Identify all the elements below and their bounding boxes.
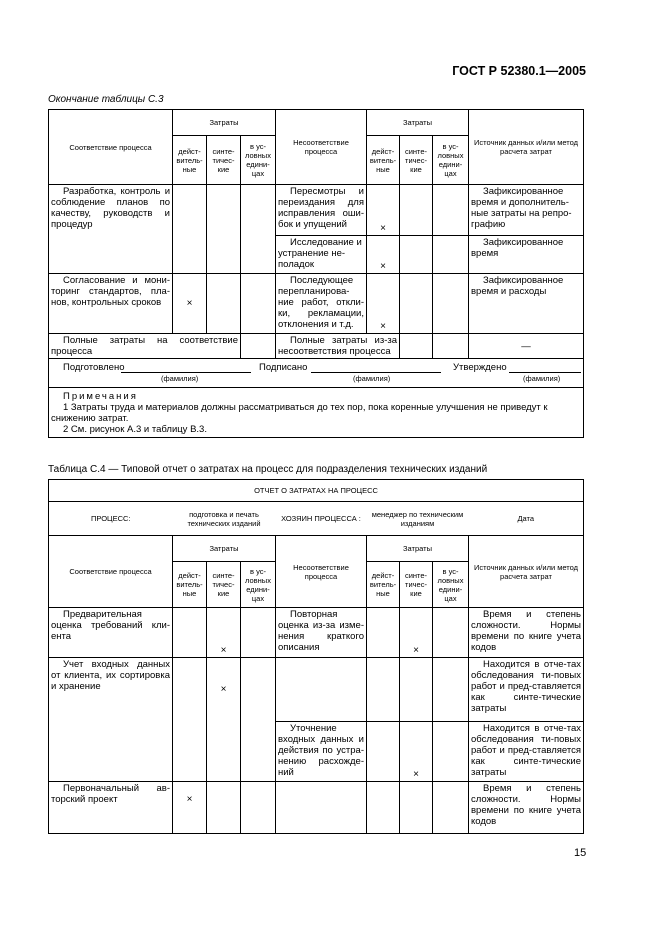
table-row-conf: Разработка, контроль и соблюдение планов по качеству, руководств и процедур [49,185,173,274]
col-source-header: Источник данных и/или метод расчета затрат [469,110,584,185]
col-nonconformance-header: Несоответствие процесса [276,536,367,608]
table-row-source: Время и степень сложности. Нормы времени по книге учета кодов [469,608,584,658]
table-row-source: Время и степень сложности. Нормы времени по книге учета кодов [469,782,584,834]
table-c3-caption: Окончание таблицы С.3 [48,94,164,105]
report-title: ОТЧЕТ О ЗАТРАТАХ НА ПРОЦЕСС [49,480,584,502]
table-row-source: Находится в отче-тах обследования ти-повых работ и пред-ставляется как синте-тические затраты [469,722,584,782]
note-2: 2 См. рисунок А.3 и таблицу В.3. [63,424,207,435]
col-conformance-header: Соответствие процесса [49,110,173,185]
mark-cell: × [173,274,207,334]
table-c4 [48,479,584,834]
table-row-source: Зафиксированное время [469,236,584,274]
table-row-source: Зафиксированное время и дополнитель-ные затраты на репро-графию [469,185,584,236]
signed-name: (фамилия) [353,374,391,383]
col-synthetic-2: синте-тичес-кие [400,562,433,608]
mark-cell: × [400,722,433,782]
table-row-conf: Согласование и мони-торинг стандартов, пла-нов, контрольных сроков [49,274,173,334]
table-row-noncf: Уточнение входных данных и действия по устра-нению расхожде-ний [276,722,367,782]
approved-name: (фамилия) [523,374,561,383]
total-nonconformance: Полные затраты из-за несоответствия процесса [276,334,400,359]
process-value: подготовка и печать технических изданий [173,502,276,536]
mark-cell: × [367,236,400,274]
col-units: в ус-ловных едини-цах [241,136,276,185]
approved-label: Утверждено [453,362,507,373]
col-synthetic: синте-тичес-кие [207,562,241,608]
col-nonconformance-header: Несоответствие процесса [276,110,367,185]
table-row-noncf: Повторная оценка из-за изме-нения краткого описания [276,608,367,658]
mark-cell: × [207,608,241,658]
prepared-label: Подготовлено [63,362,125,373]
col-synthetic: синте-тичес-кие [207,136,241,185]
mark-cell: × [207,658,241,782]
col-actual-2: дейст-витель-ные [367,136,400,185]
owner-value: менеджер по техническим изданиям [367,502,469,536]
total-conformance: Полные затраты на соответствие процесса [49,334,241,359]
date-label: Дата [469,502,584,536]
signed-label: Подписано [259,362,308,373]
mark-cell: × [400,608,433,658]
table-row-noncf [276,658,367,722]
notes-title: Примечания [63,391,138,402]
table-c4-caption: Таблица С.4 — Типовой отчет о затратах на процесс для подразделения технических изданий [48,464,488,475]
col-units: в ус-ловных едини-цах [241,562,276,608]
table-row-noncf [276,782,367,834]
table-row-conf: Первоначальный ав-торский проект [49,782,173,834]
col-source-header: Источник данных и/или метод расчета затрат [469,536,584,608]
prepared-name: (фамилия) [161,374,199,383]
col-actual: дейст-витель-ные [173,562,207,608]
table-row-noncf: Пересмотры и переиздания для исправления оши-бок и упущений [276,185,367,236]
mark-cell: × [173,782,207,834]
costs-header: Затраты [173,110,276,136]
owner-label: ХОЗЯИН ПРОЦЕССА : [276,502,367,536]
table-row-conf: Учет входных данных от клиента, их сортировка и хранение [49,658,173,782]
table-c3 [48,109,584,438]
costs-header-2: Затраты [367,110,469,136]
page-number: 15 [574,847,587,859]
note-1: 1 Затраты труда и материалов должны рассматриваться до тех пор, пока коренные улучшения не приведут к снижению затрат. [51,402,548,424]
col-conformance-header: Соответствие процесса [49,536,173,608]
mark-cell: × [367,185,400,236]
table-row-noncf: Исследование и устранение не-поладок [276,236,367,274]
total-source: — [469,334,584,359]
table-row-conf: Предварительная оценка требований кли-ента [49,608,173,658]
table-row-source: Находится в отче-тах обследования ти-повых работ и пред-ставляется как синте-тические затраты [469,658,584,722]
mark-cell: × [367,274,400,334]
table-row-noncf: Последующее перепланирова-ние работ, откли-ки, рекламации, отклонения и т.д. [276,274,367,334]
col-actual: дейст-витель-ные [173,136,207,185]
col-synthetic-2: синте-тичес-кие [400,136,433,185]
costs-header-2: Затраты [367,536,469,562]
process-label: ПРОЦЕСС: [49,502,173,536]
standard-number: ГОСТ Р 52380.1—2005 [452,64,586,78]
costs-header: Затраты [173,536,276,562]
table-row-source: Зафиксированное время и расходы [469,274,584,334]
col-actual-2: дейст-витель-ные [367,562,400,608]
col-units-2: в ус-ловных едини-цах [433,136,469,185]
col-units-2: в ус-ловных едини-цах [433,562,469,608]
